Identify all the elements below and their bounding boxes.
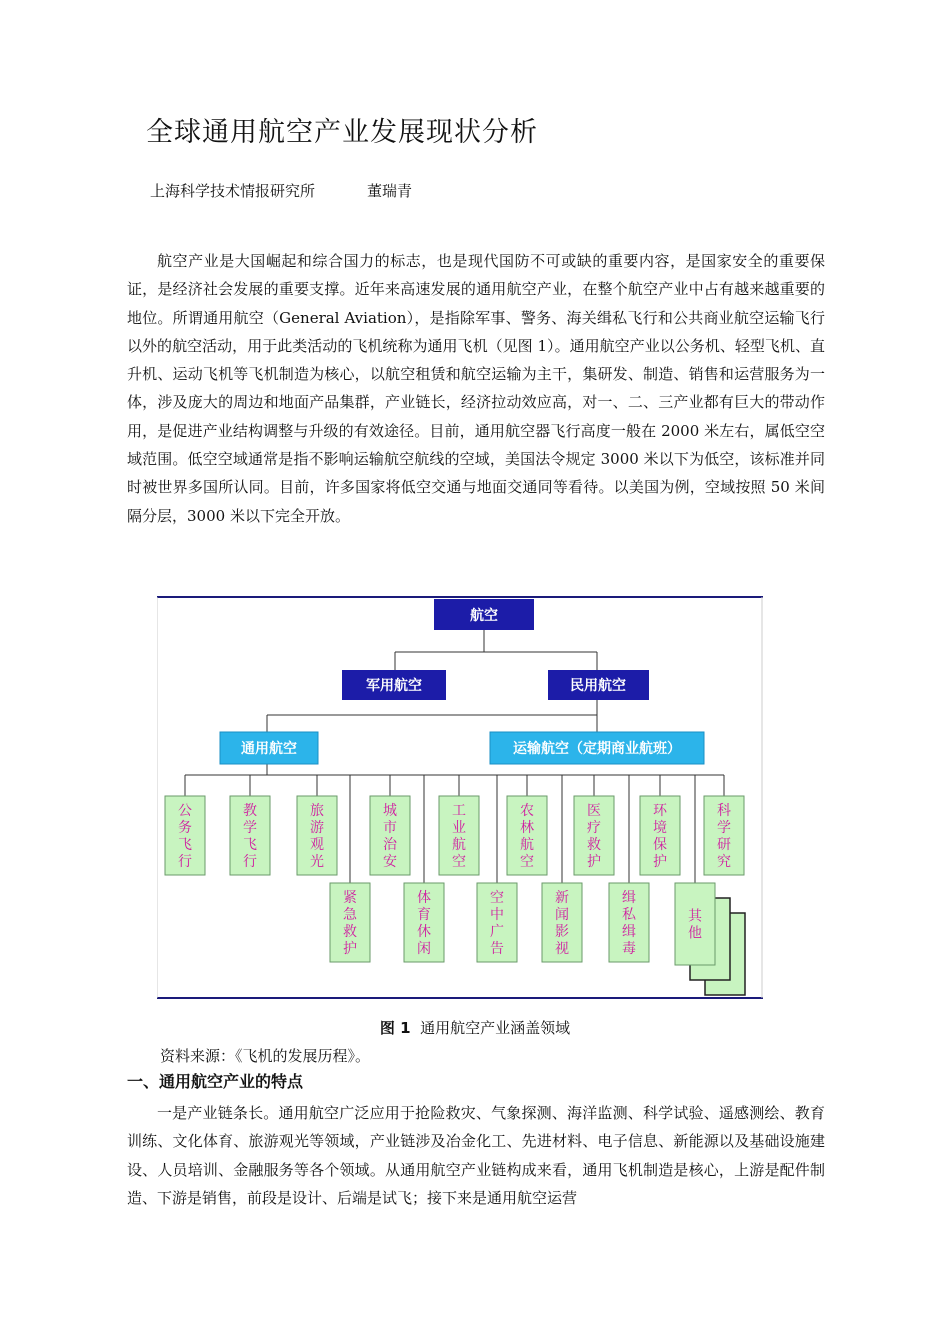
institution: 上海科学技术情报研究所 [150, 182, 316, 200]
leaf-node-top-8 [704, 796, 744, 875]
section-paragraph: 一是产业链条长。通用航空广泛应用于抢险救灾、气象探测、海洋监测、科学试验、遥感测绘、教育训练、文化体育、旅游观光等领域，产业链涉及冶金化工、先进材料、电子信息、新能源以及基础设施建设、人员培训、金融服务等各个领域。从通用航空产业链构成来看，通用飞机制造是核心，上游是配件制造、下游是销售，前段是设计、后端是试飞；接下来是通用航空运营 [127, 1104, 825, 1207]
leaf-node-bottom-5 [675, 883, 745, 995]
leaf-label: 公务飞行 [178, 803, 192, 870]
root-node [434, 599, 534, 630]
leaf-label: 其他 [688, 908, 702, 942]
figure-org-chart [157, 594, 763, 1003]
intro-paragraph: 航空产业是大国崛起和综合国力的标志，也是现代国防不可或缺的重要内容，是国家安全的重要保证，是经济社会发展的重要支撑。近年来高速发展的通用航空产业，在整个航空产业中占有越来越重要的地位。所谓通用航空（General Aviation），是指除军事、警务、海关缉私飞行和公共商业航空运输飞行以外的航空活动，用于此类活动的飞机统称为通用飞机（见图 1）。通用航空产业以公务机、轻型飞机、直升机、运动飞机等飞机制造为核心，以航空租赁和航空运输为主干，集研发、制造、销售和运营服务为一体，涉及庞大的周边和地面产品集群，产业链长，经济拉动效应高，对一、二、三产业都有巨大的带动作用，是促进产业结构调整与升级的有效途径。目前，通用航空器飞行高度一般在 2000 米左右，属低空空域范围。低空空域通常是指不影响运输航空航线的空域，美国法令规定 3000 米以下为低空，该标准并同时被世界多国所认同。目前，许多国家将低空交通与地面交通同等看待。以美国为例，空域按照 50 米间隔分层，3000 米以下完全开放。 [127, 252, 825, 525]
leaf-node-top-6 [574, 796, 614, 875]
transport-aviation-label: 运输航空（定期商业航班） [513, 741, 681, 757]
leaf-node-top-3 [370, 796, 410, 875]
civil-aviation-label: 民用航空 [570, 678, 626, 694]
leaf-node-top-7 [640, 796, 680, 875]
byline [150, 180, 412, 201]
figure-caption [0, 1017, 950, 1038]
leaf-label: 旅游观光 [310, 803, 324, 870]
leaf-label: 农林航空 [520, 803, 534, 870]
leaf-node-top-5 [507, 796, 547, 875]
leaf-node-bottom-1 [404, 883, 444, 962]
figure-source: 资料来源：《飞机的发展历程》。 [160, 1047, 371, 1065]
leaf-node-bottom-4 [609, 883, 649, 962]
leaf-node-bottom-3 [542, 883, 582, 962]
section-heading: 一、通用航空产业的特点 [127, 1072, 304, 1091]
page-title: 全球通用航空产业发展现状分析 [146, 117, 538, 148]
caption-text: 通用航空产业涵盖领域 [420, 1019, 571, 1037]
leaf-label: 新闻影视 [555, 890, 569, 957]
leaf-label: 体育休闲 [417, 890, 431, 957]
transport-aviation-node [490, 732, 704, 764]
root-label: 航空 [470, 608, 498, 624]
leaf-label: 紧急救护 [343, 890, 357, 957]
general-aviation-node [220, 732, 318, 764]
leaf-node-top-4 [439, 796, 479, 875]
leaf-label: 空中广告 [490, 890, 504, 957]
military-aviation-label: 军用航空 [366, 678, 422, 694]
leaf-label: 工业航空 [452, 803, 466, 870]
leaf-node-top-0 [165, 796, 205, 875]
leaf-label: 缉私缉毒 [622, 890, 636, 957]
caption-label: 图 1 [379, 1019, 411, 1037]
leaf-label: 城市治安 [383, 803, 397, 870]
military-aviation-node [342, 670, 446, 700]
leaf-label: 环境保护 [653, 803, 667, 870]
leaf-node-top-1 [230, 796, 270, 875]
leaf-node-bottom-2 [477, 883, 517, 962]
civil-aviation-node [548, 670, 649, 700]
leaf-node-bottom-0 [330, 883, 370, 962]
general-aviation-label: 通用航空 [241, 741, 297, 757]
author: 董瑞青 [367, 182, 413, 200]
leaf-label: 科学研究 [717, 803, 731, 870]
leaf-node-top-2 [297, 796, 337, 875]
leaf-label: 教学飞行 [243, 803, 257, 870]
leaf-label: 医疗救护 [587, 803, 601, 870]
